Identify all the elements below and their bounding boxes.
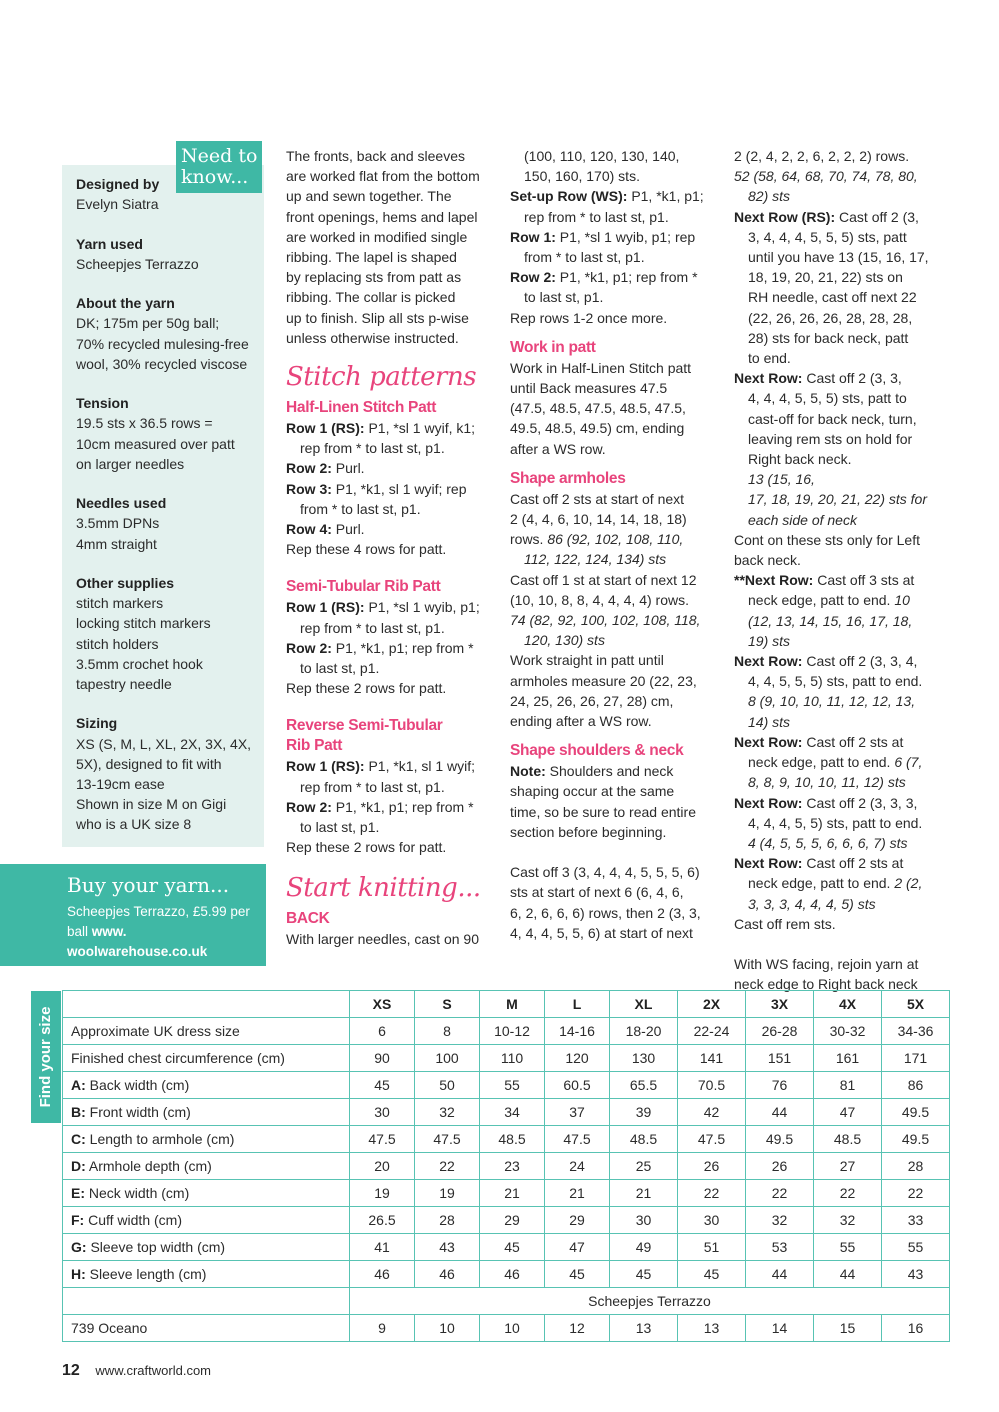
row-label: G: Sleeve top width (cm): [63, 1234, 350, 1261]
table-cell: 32: [746, 1207, 814, 1234]
text-line: ending after a WS row.: [510, 713, 652, 730]
text-line: back neck.: [734, 552, 801, 569]
text-line: RH needle, cast off next 22: [748, 289, 917, 306]
footer-url[interactable]: www.craftworld.com: [95, 1363, 211, 1378]
size-header: XL: [610, 991, 678, 1018]
setup-row: Set-up Row (WS): P1, *k1, p1;: [510, 188, 704, 205]
table-cell: 32: [814, 1207, 882, 1234]
table-cell: 45: [350, 1072, 415, 1099]
semi-tubular-title: Semi-Tubular Rib Patt: [286, 578, 441, 596]
table-cell: 6: [350, 1018, 415, 1045]
ntk-heading: Sizing: [76, 715, 118, 732]
text-line: sts at start of next 6 (6, 4, 6,: [510, 884, 684, 901]
yarn-header: Scheepjes Terrazzo: [350, 1288, 950, 1315]
table-cell: 49: [610, 1234, 678, 1261]
text-line: The fronts, back and sleeves: [286, 148, 465, 164]
shape-shoulders-title: Shape shoulders & neck: [510, 742, 684, 760]
column-1: The fronts, back and sleeves are worked flat from the bottom up and sewn together. The front openings, hems and lapel are worked in modified single ribbing. The lapel is shaped by replacing sts from patt as ribbing. The collar is picked up to finish. Slip all sts p-wise unless otherwise instructed. Stitch patterns Half-Linen Stitch Patt Row 1 (RS): P1, *sl 1 wyif, k1; rep from * to last st, p1. Row 2: Purl. Row 3: P1, *k1, sl 1 wyif; rep from * to last st, p1. Row 4: Purl. Rep these 4 rows for patt. Semi-Tubular Rib Patt Row 1 (RS): P1, *sl 1 wyib, p1; rep from * to last st, p1. Row 2: P1, *k1, p1; rep from * to last st, p1. Rep these 2 rows for patt. Reverse Semi-Tubular Rib Patt Row 1 (RS): P1, *k1, sl 1 wyif; rep from * to last st, p1. Row 2: P1, *k1, p1; rep from * to last st, p1. Rep these 2 rows for patt. Start knitting... BACK With larger needles, cast on 90: [286, 146, 492, 950]
text-line: Cast off 3 (3, 4, 4, 4, 5, 5, 5, 6): [510, 864, 700, 881]
text-line: until you have 13 (15, 16, 17,: [748, 249, 929, 266]
table-cell: 151: [746, 1045, 814, 1072]
half-linen-row-3: Row 3: P1, *k1, sl 1 wyif; rep: [286, 480, 467, 497]
table-row: [63, 1099, 950, 1126]
reverse-semi-row-1: Row 1 (RS): P1, *k1, sl 1 wyif;: [286, 758, 476, 775]
table-row: [63, 1072, 950, 1099]
text-line: time, so be sure to read entire: [510, 803, 696, 820]
table-cell: 47.5: [415, 1126, 480, 1153]
table-cell: 53: [746, 1234, 814, 1261]
text-line: are worked flat from the bottom: [286, 168, 480, 185]
ntk-line: tapestry needle: [76, 676, 172, 692]
table-cell: 29: [480, 1207, 545, 1234]
table-cell: 39: [610, 1099, 678, 1126]
ntk-heading: Designed by: [76, 176, 160, 192]
table-cell: 22: [415, 1153, 480, 1180]
ntk-line: stitch holders: [76, 635, 159, 652]
table-cell: 55: [882, 1234, 950, 1261]
start-knitting-heading: Start knitting...: [286, 873, 481, 904]
table-row: [63, 1018, 950, 1045]
next-row-6: Next Row: Cast off 2 sts at: [734, 855, 904, 872]
next-row-2: **Next Row: Cast off 3 sts at: [734, 572, 915, 589]
ntk-line: who is a UK size 8: [76, 816, 192, 833]
ntk-line: 70% recycled mulesing-free: [76, 335, 249, 352]
text-line: 150, 160, 170) sts.: [524, 168, 640, 185]
row-label: E: Neck width (cm): [63, 1180, 350, 1207]
text-line: (22, 26, 26, 26, 28, 28, 28,: [748, 309, 913, 326]
table-cell: 171: [882, 1045, 950, 1072]
find-your-size-tab: Find your size: [31, 991, 61, 1123]
table-cell: 50: [415, 1072, 480, 1099]
table-cell: 37: [545, 1099, 610, 1126]
ntk-line: 5X), designed to fit with: [76, 755, 222, 772]
table-cell: 47: [814, 1099, 882, 1126]
table-cell: 30: [350, 1099, 415, 1126]
table-cell: 16: [882, 1315, 950, 1342]
text-line: 24, 25, 26, 26, 27, 28) cm,: [510, 692, 674, 709]
text-line: 3, 4, 4, 4, 5, 5, 5) sts, patt: [748, 228, 907, 245]
table-cell: 45: [545, 1261, 610, 1288]
next-row-5: Next Row: Cast off 2 (3, 3, 3,: [734, 794, 918, 811]
text-line: section before beginning.: [510, 823, 667, 840]
table-cell: 22: [814, 1180, 882, 1207]
table-row: [63, 1180, 950, 1207]
table-cell: 45: [480, 1234, 545, 1261]
table-cell: 30: [678, 1207, 746, 1234]
size-header-row: [63, 991, 950, 1018]
need-to-know-tag: Need to know...: [176, 141, 262, 193]
table-cell: 45: [678, 1261, 746, 1288]
text-line: 6, 2, 6, 6, 6) rows, then 2 (3, 3,: [510, 904, 701, 921]
table-cell: 33: [882, 1207, 950, 1234]
size-header: L: [545, 991, 610, 1018]
ntk-line: 4mm straight: [76, 535, 157, 552]
ntk-heading: About the yarn: [76, 295, 175, 312]
work-in-patt-title: Work in patt: [510, 338, 596, 356]
table-cell: 28: [882, 1153, 950, 1180]
ntk-line: 10cm measured over patt: [76, 435, 235, 452]
table-cell: 21: [545, 1180, 610, 1207]
row-1: Row 1: P1, *sl 1 wyib, p1; rep: [510, 228, 696, 245]
table-cell: 49.5: [746, 1126, 814, 1153]
text-line: 17, 18, 19, 20, 21, 22) sts for: [748, 491, 927, 508]
table-cell: 34-36: [882, 1018, 950, 1045]
half-linen-row-4: Row 4: Purl.: [286, 521, 365, 538]
table-cell: 24: [545, 1153, 610, 1180]
table-cell: 42: [678, 1099, 746, 1126]
ntk-line: 13-19cm ease: [76, 776, 165, 792]
table-cell: 26-28: [746, 1018, 814, 1045]
yarn-header-row: [63, 1288, 950, 1315]
table-cell: 55: [480, 1072, 545, 1099]
text-line: With WS facing, rejoin yarn at: [734, 955, 919, 972]
row-label: C: Length to armhole (cm): [63, 1126, 350, 1153]
table-cell: 60.5: [545, 1072, 610, 1099]
table-cell: 47: [545, 1234, 610, 1261]
table-cell: 9: [350, 1315, 415, 1342]
table-cell: 51: [678, 1234, 746, 1261]
back-title: BACK: [286, 910, 330, 928]
size-header: S: [415, 991, 480, 1018]
half-linen-row-1: Row 1 (RS): P1, *sl 1 wyif, k1;: [286, 420, 476, 437]
ntk-line: Scheepjes Terrazzo: [76, 255, 199, 272]
table-cell: 22: [678, 1180, 746, 1207]
ntk-section: [76, 713, 262, 834]
text-line: Work in Half-Linen Stitch patt: [510, 359, 692, 376]
table-row: [63, 1207, 950, 1234]
ntk-line: wool, 30% recycled viscose: [76, 355, 248, 372]
table-cell: 76: [746, 1072, 814, 1099]
ntk-heading: Other supplies: [76, 574, 175, 591]
text-line: ribbing. The lapel is shaped: [286, 249, 457, 266]
ntk-line: on larger needles: [76, 455, 185, 472]
table-cell: 141: [678, 1045, 746, 1072]
text-line: neck edge to Right back neck: [734, 976, 918, 993]
ntk-line: 19.5 sts x 36.5 rows =: [76, 415, 213, 432]
table-cell: 32: [415, 1099, 480, 1126]
table-cell: 48.5: [814, 1126, 882, 1153]
ntk-line: Shown in size M on Gigi: [76, 796, 227, 813]
row-label: Finished chest circumference (cm): [63, 1045, 350, 1072]
size-header: XS: [350, 991, 415, 1018]
text-line: ribbing. The collar is picked: [286, 289, 456, 306]
table-cell: 47.5: [678, 1126, 746, 1153]
table-cell: 81: [814, 1072, 882, 1099]
ntk-line: 3.5mm crochet hook: [76, 655, 203, 672]
table-cell: 19: [350, 1180, 415, 1207]
table-cell: 30-32: [814, 1018, 882, 1045]
next-row-1: Next Row: Cast off 2 (3, 3,: [734, 370, 902, 387]
text-line: cast-off for back neck, turn,: [748, 410, 917, 427]
table-cell: 43: [415, 1234, 480, 1261]
table-cell: 14: [746, 1315, 814, 1342]
table-cell: 46: [480, 1261, 545, 1288]
column-3: 2 (2, 4, 2, 2, 6, 2, 2, 2) rows. 52 (58, 64, 68, 70, 74, 78, 80, 82) sts Next Row (RS): Cast off 2 (3, 3, 4, 4, 4, 5, 5, 5) sts, patt until you have 13 (15, 16, 17, 18, 19, 20, 21, 22) sts on RH needle, cast off next 22 (22, 26, 26, 26, 28, 28, 28, 28) sts for back neck, patt to end. Next Row: Cast off 2 (3, 3, 4, 4, 4, 5, 5, 5) sts, patt to cast-off for back neck, turn, leaving rem sts on hold for Right back neck. 13 (15, 16, 17, 18, 19, 20, 21, 22) sts for each side of neck Cont on these sts only for Left back neck. **Next Row: Cast off 3 sts at neck edge, patt to end. 10 (12, 13, 14, 15, 16, 17, 18, 19) sts Next Row: Cast off 2 (3, 3, 4, 4, 4, 5, 5, 5) sts, patt to end. 8 (9, 10, 10, 11, 12, 12, 13, 14) sts Next Row: Cast off 2 sts at neck edge, patt to end. 6 (7, 8, 8, 9, 10, 10, 11, 12) sts Next Row: Cast off 2 (3, 3, 3, 4, 4, 4, 5, 5) sts, patt to end. 4 (4, 5, 5, 5, 6, 6, 6, 7) sts Next Row: Cast off 2 sts at neck edge, patt to end. 2 (2, 3, 3, 3, 4, 4, 4, 5) sts Cast off rem sts. With WS facing, rejoin yarn at neck edge to Right back neck: [734, 146, 944, 994]
table-cell: 70.5: [678, 1072, 746, 1099]
table-cell: 130: [610, 1045, 678, 1072]
ntk-line: stitch markers: [76, 595, 164, 612]
text-line: leaving rem sts on hold for: [748, 430, 913, 447]
text-line: 82) sts: [748, 188, 791, 205]
table-cell: 22: [882, 1180, 950, 1207]
table-cell: 47.5: [350, 1126, 415, 1153]
text-line: (100, 110, 120, 130, 140,: [524, 148, 680, 164]
table-cell: 46: [415, 1261, 480, 1288]
text-line: up to finish. Slip all sts p-wise: [286, 309, 469, 326]
table-cell: 49.5: [882, 1099, 950, 1126]
footer: [62, 1361, 211, 1381]
text-line: 120, 130) sts: [524, 632, 605, 649]
table-cell: 21: [480, 1180, 545, 1207]
size-header: M: [480, 991, 545, 1018]
table-cell: 65.5: [610, 1072, 678, 1099]
text-line: 49.5, 48.5, 49.5) cm, ending: [510, 420, 685, 437]
table-cell: 34: [480, 1099, 545, 1126]
text-line: by replacing sts from patt as: [286, 269, 462, 286]
ntk-line: 3.5mm DPNs: [76, 515, 160, 532]
text-line: 8 (9, 10, 10, 11, 12, 12, 13,: [748, 693, 916, 710]
buy-yarn-link[interactable]: www. woolwarehouse.co.uk: [67, 924, 208, 959]
table-cell: 28: [415, 1207, 480, 1234]
table-cell: 48.5: [610, 1126, 678, 1153]
next-row-3: Next Row: Cast off 2 (3, 3, 4,: [734, 653, 918, 670]
table-cell: 47.5: [545, 1126, 610, 1153]
ntk-section: [76, 174, 262, 214]
table-row: [63, 1315, 950, 1342]
table-cell: 14-16: [545, 1018, 610, 1045]
table-cell: 46: [350, 1261, 415, 1288]
page-number: 12: [62, 1362, 80, 1379]
row-label: H: Sleeve length (cm): [63, 1261, 350, 1288]
table-cell: 13: [678, 1315, 746, 1342]
table-cell: 100: [415, 1045, 480, 1072]
table-row: [63, 1153, 950, 1180]
text-line: up and sewn together. The: [286, 188, 452, 205]
size-header: 5X: [882, 991, 950, 1018]
table-cell: 86: [882, 1072, 950, 1099]
ntk-line: XS (S, M, L, XL, 2X, 3X, 4X,: [76, 735, 252, 752]
reverse-semi-row-2: Row 2: P1, *k1, p1; rep from *: [286, 798, 474, 815]
table-cell: 10: [480, 1315, 545, 1342]
intro-text: [286, 146, 492, 348]
table-cell: 30: [610, 1207, 678, 1234]
size-header: 3X: [746, 991, 814, 1018]
text-line: Work straight in patt until: [510, 652, 664, 669]
half-linen-row-2: Row 2: Purl.: [286, 460, 365, 477]
buy-yarn-panel: [0, 864, 266, 966]
table-cell: 22-24: [678, 1018, 746, 1045]
note: Note: Shoulders and neck: [510, 763, 674, 780]
text-line: until Back measures 47.5: [510, 380, 668, 397]
ntk-section: [76, 393, 262, 474]
size-header: 4X: [814, 991, 882, 1018]
table-row: [63, 1234, 950, 1261]
text-line: armholes measure 20 (22, 23,: [510, 672, 697, 689]
text-line: (12, 13, 14, 15, 16, 17, 18,: [748, 612, 913, 629]
table-cell: 26: [678, 1153, 746, 1180]
text-line: after a WS row.: [510, 440, 606, 457]
ntk-heading: Tension: [76, 395, 129, 412]
table-cell: 27: [814, 1153, 882, 1180]
table-cell: 55: [814, 1234, 882, 1261]
next-row-rs: Next Row (RS): Cast off 2 (3,: [734, 208, 919, 225]
table-cell: 44: [746, 1261, 814, 1288]
need-to-know-content: [76, 174, 262, 854]
text-line: 4, 4, 4, 5, 5, 5) sts, patt to: [748, 390, 907, 407]
row-label: 739 Oceano: [63, 1315, 350, 1342]
row-2: Row 2: P1, *k1, p1; rep from *: [510, 269, 698, 286]
ntk-line: locking stitch markers: [76, 615, 211, 632]
text-line: 19) sts: [748, 632, 791, 649]
table-row: [63, 1261, 950, 1288]
text-line: (47.5, 48.5, 47.5, 48.5, 47.5,: [510, 400, 686, 417]
text-line: each side of neck: [748, 511, 857, 528]
buy-yarn-title: Buy your yarn...: [67, 873, 230, 897]
table-cell: 44: [814, 1261, 882, 1288]
table-row: [63, 1126, 950, 1153]
table-cell: 90: [350, 1045, 415, 1072]
next-row-4: Next Row: Cast off 2 sts at: [734, 733, 904, 750]
text-line: front openings, hems and lapel: [286, 208, 478, 225]
row-label: F: Cuff width (cm): [63, 1207, 350, 1234]
ntk-section: [76, 573, 262, 694]
row-label: A: Back width (cm): [63, 1072, 350, 1099]
table-cell: 29: [545, 1207, 610, 1234]
table-cell: 13: [610, 1315, 678, 1342]
table-cell: 48.5: [480, 1126, 545, 1153]
text-line: Cont on these sts only for Left: [734, 531, 920, 548]
table-cell: 45: [610, 1261, 678, 1288]
ntk-section: [76, 234, 262, 274]
table-cell: 25: [610, 1153, 678, 1180]
ntk-line: Evelyn Siatra: [76, 196, 159, 213]
column-2: (100, 110, 120, 130, 140, 150, 160, 170) sts. Set-up Row (WS): P1, *k1, p1; rep from * to last st, p1. Row 1: P1, *sl 1 wyib, p1; rep from * to last st, p1. Row 2: P1, *k1, p1; rep from * to last st, p1. Rep rows 1-2 once more. Work in patt Work in Half-Linen Stitch patt until Back measures 47.5 (47.5, 48.5, 47.5, 48.5, 47.5, 49.5, 48.5, 49.5) cm, ending after a WS row. Shape armholes Cast off 2 sts at start of next 2 (4, 4, 6, 10, 14, 14, 18, 18) rows. 86 (92, 102, 108, 110, 112, 122, 124, 134) sts Cast off 1 st at start of next 12 (10, 10, 8, 8, 4, 4, 4, 4) rows. 74 (82, 92, 100, 102, 108, 118, 120, 130) sts Work straight in patt until armholes measure 20 (22, 23, 24, 25, 26, 26, 27, 28) cm, ending after a WS row. Shape shoulders & neck Note: Shoulders and neck shaping occur at the same time, so be sure to read entire section before beginning. Cast off 3 (3, 4, 4, 4, 5, 5, 5, 6) sts at start of next 6 (6, 4, 6, 6, 2, 6, 6, 6) rows, then 2 (3, 3, 4, 4, 4, 5, 5, 6) at start of next: [510, 146, 720, 943]
table-cell: 10-12: [480, 1018, 545, 1045]
row-label: D: Armhole depth (cm): [63, 1153, 350, 1180]
table-cell: 15: [814, 1315, 882, 1342]
text-line: shaping occur at the same: [510, 783, 675, 800]
table-cell: 26: [746, 1153, 814, 1180]
semi-tubular-row-2: Row 2: P1, *k1, p1; rep from *: [286, 639, 474, 656]
table-cell: 23: [480, 1153, 545, 1180]
row-label: Approximate UK dress size: [63, 1018, 350, 1045]
text-line: 4, 4, 4, 5, 5, 6) at start of next: [510, 924, 693, 941]
ntk-section: [76, 493, 262, 554]
table-cell: 43: [882, 1261, 950, 1288]
text-line: Cast off 2 sts at start of next: [510, 490, 685, 507]
table-row: [63, 1045, 950, 1072]
table-cell: 21: [610, 1180, 678, 1207]
ntk-section: [76, 293, 262, 374]
half-linen-title: Half-Linen Stitch Patt: [286, 399, 437, 417]
text-line: 18, 19, 20, 21, 22) sts on: [748, 269, 903, 286]
table-cell: 20: [350, 1153, 415, 1180]
text-line: unless otherwise instructed.: [286, 329, 459, 346]
text-line: 52 (58, 64, 68, 70, 74, 78, 80,: [734, 168, 918, 185]
table-cell: 110: [480, 1045, 545, 1072]
text-line: 74 (82, 92, 100, 102, 108, 118,: [510, 612, 701, 629]
stitch-patterns-heading: Stitch patterns: [286, 362, 477, 393]
size-table: [62, 990, 950, 1342]
ntk-heading: Needles used: [76, 495, 167, 512]
text-line: to end.: [748, 350, 791, 367]
table-cell: 19: [415, 1180, 480, 1207]
ntk-heading: Yarn used: [76, 235, 143, 252]
text-line: (10, 10, 8, 8, 4, 4, 4, 4) rows.: [510, 591, 689, 608]
table-cell: 12: [545, 1315, 610, 1342]
row-label: B: Front width (cm): [63, 1099, 350, 1126]
table-cell: 18-20: [610, 1018, 678, 1045]
table-cell: 161: [814, 1045, 882, 1072]
table-cell: 49.5: [882, 1126, 950, 1153]
text-line: Cast off 1 st at start of next 12: [510, 571, 697, 588]
text-line: 2 (4, 4, 6, 10, 14, 14, 18, 18): [510, 511, 687, 528]
table-cell: 22: [746, 1180, 814, 1207]
text-line: 14) sts: [748, 713, 791, 730]
text-line: are worked in modified single: [286, 228, 468, 245]
semi-tubular-row-1: Row 1 (RS): P1, *sl 1 wyib, p1;: [286, 599, 480, 616]
table-cell: 10: [415, 1315, 480, 1342]
text-line: 28) sts for back neck, patt: [748, 329, 909, 346]
table-cell: 41: [350, 1234, 415, 1261]
table-cell: 44: [746, 1099, 814, 1126]
size-header: 2X: [678, 991, 746, 1018]
table-cell: 120: [545, 1045, 610, 1072]
table-cell: 8: [415, 1018, 480, 1045]
ntk-line: DK; 175m per 50g ball;: [76, 315, 220, 332]
buy-yarn-text: Scheepjes Terrazzo, £5.99 per ball www. woolwarehouse.co.uk: [67, 904, 250, 959]
text-line: Right back neck.: [748, 451, 852, 468]
reverse-semi-title: Reverse Semi-Tubular Rib Patt: [286, 717, 443, 755]
table-cell: 26.5: [350, 1207, 415, 1234]
shape-armholes-title: Shape armholes: [510, 469, 626, 487]
